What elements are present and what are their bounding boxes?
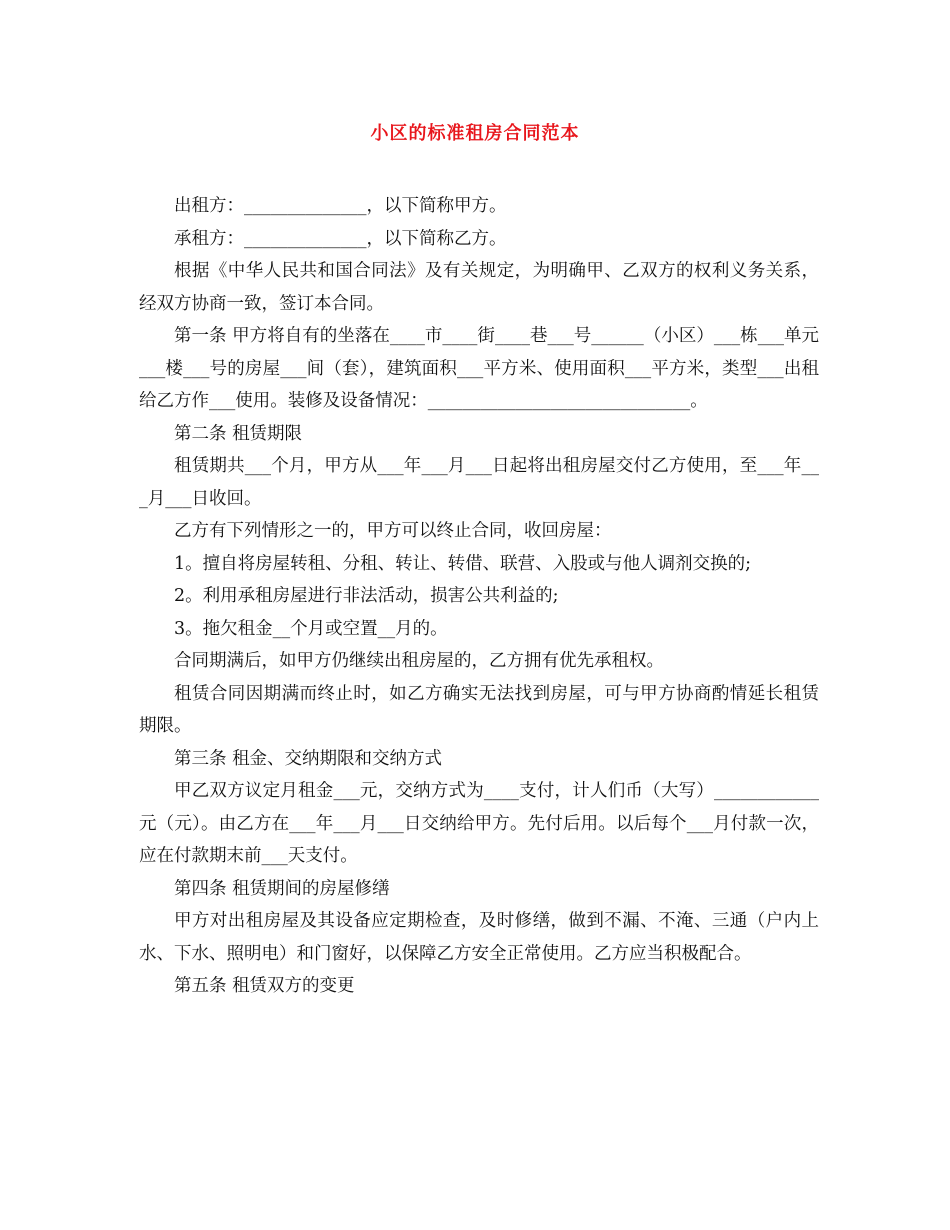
- term-extension: 租赁合同因期满而终止时，如乙方确实无法找到房屋，可与甲方协商酌情延长租赁期限。: [139, 683, 819, 736]
- article-3-heading: 第三条 租金、交纳期限和交纳方式: [174, 748, 443, 769]
- rent-payment: 甲乙双方议定月租金___元，交纳方式为____支付，计人们币（大写）____________元（元）。由乙方在___年___月___日交纳给甲方。先付后用。以后每个___月付款一次，应在付款期末前___天支付。: [139, 781, 819, 866]
- article-2-heading: 第二条 租赁期限: [174, 423, 303, 444]
- termination-item-2: 2。利用承租房屋进行非法活动，损害公共利益的;: [174, 586, 559, 606]
- document-body: [139, 190, 819, 1003]
- termination-item-3: 3。拖欠租金__个月或空置__月的。: [174, 618, 448, 639]
- party-lessee: 承租方：______________，以下简称乙方。: [174, 228, 507, 249]
- party-lessor: 出租方：______________，以下简称甲方。: [174, 196, 507, 216]
- document-title: 小区的标准租房合同范本: [370, 123, 580, 144]
- article-1: 第一条 甲方将自有的坐落在____市____街____巷___号______（小区）___栋___单元___楼___号的房屋___间（套），建筑面积___平方米、使用面积___平方米，类型___出租给乙方作___使用。装修及设备情况：______________________________。: [139, 326, 819, 411]
- termination-conditions: 乙方有下列情形之一的，甲方可以终止合同，收回房屋：: [174, 521, 612, 541]
- article-4-heading: 第四条 租赁期间的房屋修缮: [174, 878, 390, 899]
- article-5-heading: 第五条 租赁双方的变更: [174, 976, 355, 996]
- lease-term: 租赁期共___个月，甲方从___年___月___日起将出租房屋交付乙方使用，至___年___月___日收回。: [139, 456, 819, 509]
- termination-item-1: 1。擅自将房屋转租、分租、转让、转借、联营、入股或与他人调剂交换的;: [174, 553, 752, 574]
- renewal-priority: 合同期满后，如甲方仍继续出租房屋的，乙方拥有优先承租权。: [174, 651, 664, 671]
- preamble: 根据《中华人民共和国合同法》及有关规定，为明确甲、乙双方的权利义务关系，经双方协商一致，签订本合同。: [139, 261, 819, 314]
- repair-terms: 甲方对出租房屋及其设备应定期检查，及时修缮，做到不漏、不淹、三通（户内上水、下水、照明电）和门窗好，以保障乙方安全正常使用。乙方应当积极配合。: [139, 911, 819, 964]
